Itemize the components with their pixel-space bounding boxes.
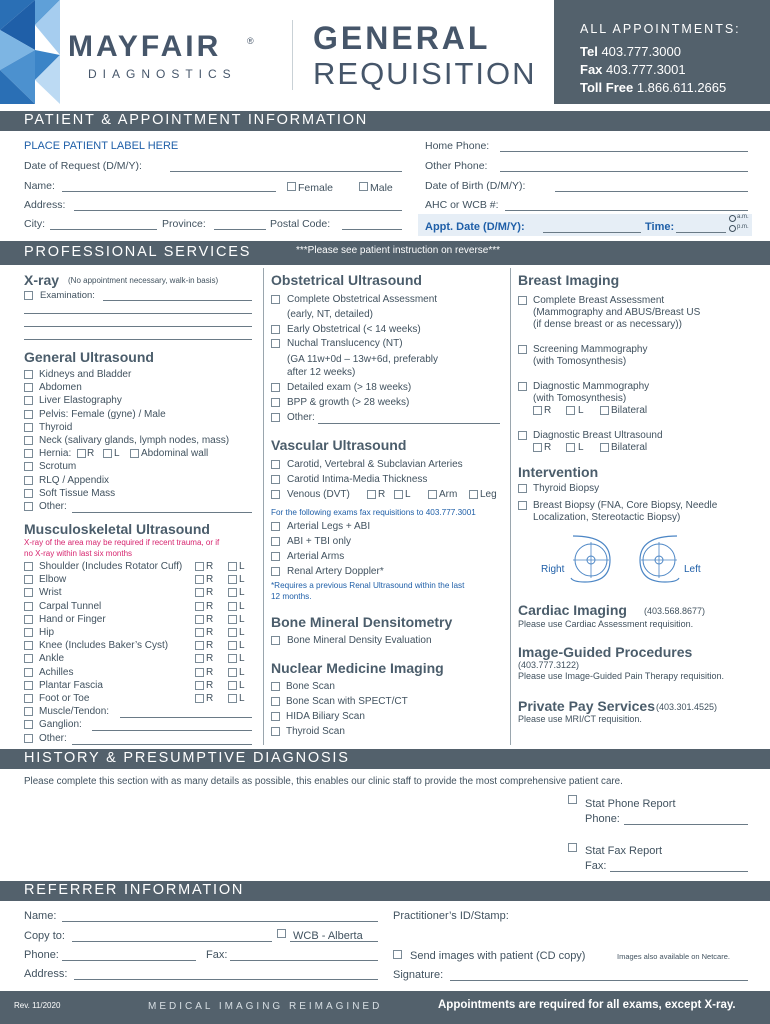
vasc-fax-note: For the following exams fax requisitions to 403.777.3001 <box>271 508 476 517</box>
msk-r-label: R <box>206 613 214 625</box>
footer-tagline: MEDICAL IMAGING REIMAGINED <box>148 1001 383 1012</box>
other-phone-field[interactable] <box>500 171 748 172</box>
obs-item: (early, NT, detailed) <box>287 309 373 320</box>
igp-title: Image-Guided Procedures <box>518 644 693 660</box>
vasc-arm-checkbox[interactable] <box>428 490 437 499</box>
msk-checkbox[interactable] <box>24 615 33 624</box>
private-phone: (403.301.4525) <box>656 702 718 712</box>
pm-label: p.m. <box>737 224 749 230</box>
vasc-leg-label: Leg <box>480 489 497 500</box>
gus-checkbox[interactable] <box>24 449 33 458</box>
msk-checkbox[interactable] <box>24 562 33 571</box>
ref-fax-label: Fax: <box>206 949 228 961</box>
vasc2-checkbox[interactable] <box>271 522 280 531</box>
ref-fax-field[interactable] <box>230 960 378 961</box>
female-checkbox[interactable] <box>287 182 296 191</box>
breast-biopsy-checkbox[interactable] <box>518 501 527 510</box>
breast-checkbox[interactable] <box>518 431 527 440</box>
ref-phone-field[interactable] <box>62 960 196 961</box>
gus-checkbox[interactable] <box>24 436 33 445</box>
obs-item: Other: <box>287 412 315 423</box>
brand-sub: DIAGNOSTICS <box>88 67 237 81</box>
vasc-item: Carotid, Vertebral & Subclavian Arteries <box>287 459 463 470</box>
vasc-checkbox[interactable] <box>271 490 280 499</box>
gus-item: Abdomen <box>39 382 82 394</box>
tollfree-label: Toll Free <box>580 80 634 95</box>
left-label: Left <box>684 564 701 575</box>
vasc2-item: Arterial Legs + ABI <box>287 521 371 532</box>
msk-l-checkbox[interactable] <box>228 668 237 677</box>
nuc-item: HIDA Biliary Scan <box>286 711 365 722</box>
obs-checkbox[interactable] <box>271 339 280 348</box>
female-label: Female <box>298 182 334 194</box>
breast-r-checkbox[interactable] <box>533 406 542 415</box>
ref-address-field[interactable] <box>74 979 378 980</box>
ref-name-label: Name: <box>24 910 57 922</box>
send-images-checkbox[interactable] <box>393 950 402 959</box>
history-band: HISTORY & PRESUMPTIVE DIAGNOSIS <box>0 749 770 769</box>
time-field[interactable] <box>676 232 726 233</box>
footer-note: Appointments are required for all exams, except X-ray. <box>438 999 736 1011</box>
dob-field[interactable] <box>555 191 748 192</box>
nuc-checkbox[interactable] <box>271 712 280 721</box>
vasc-item: Venous (DVT) <box>287 489 350 500</box>
gus-checkbox[interactable] <box>24 396 33 405</box>
signature-label: Signature: <box>393 969 444 981</box>
msk-l-checkbox[interactable] <box>228 562 237 571</box>
nuc-checkbox[interactable] <box>271 727 280 736</box>
gus-item: RLQ / Appendix <box>39 474 110 486</box>
date-request-label: Date of Request (D/M/Y): <box>24 160 142 172</box>
nuc-item: Bone Scan <box>286 681 335 692</box>
msk-checkbox[interactable] <box>24 654 33 663</box>
breast-r-label: R <box>544 442 552 453</box>
tel-number: 403.777.3000 <box>601 44 681 59</box>
nuclear-title: Nuclear Medicine Imaging <box>271 660 444 676</box>
date-request-field[interactable] <box>170 171 402 172</box>
stat-fax-checkbox[interactable] <box>568 843 577 852</box>
time-label: Time: <box>645 221 675 233</box>
cardiac-phone: (403.568.8677) <box>644 606 706 616</box>
province-label: Province: <box>162 218 206 230</box>
province-field[interactable] <box>214 229 266 230</box>
practitioner-label: Practitioner’s ID/Stamp: <box>393 910 509 922</box>
gus-checkbox[interactable] <box>24 423 33 432</box>
msk-checkbox[interactable] <box>24 575 33 584</box>
msk-item: Ankle <box>39 653 65 665</box>
breast-biopsy-label: Breast Biopsy (FNA, Core Biopsy, Needle <box>533 500 718 511</box>
dob-label: Date of Birth (D/M/Y): <box>425 180 526 192</box>
msk-checkbox[interactable] <box>24 734 33 743</box>
bmd-item: Bone Mineral Density Evaluation <box>287 635 432 646</box>
xray-exam-label: Examination: <box>40 290 95 301</box>
msk-item: Knee (Includes Baker’s Cyst) <box>39 640 169 652</box>
renal-note-2: 12 months. <box>271 592 312 601</box>
gus-item: Hernia: <box>39 448 72 460</box>
obs-checkbox[interactable] <box>271 398 280 407</box>
breast-item: Complete Breast Assessment <box>533 295 665 306</box>
stat-phone-checkbox[interactable] <box>568 795 577 804</box>
gus-checkbox[interactable] <box>24 462 33 471</box>
private-note: Please use MRI/CT requisition. <box>518 714 642 724</box>
vascular-title: Vascular Ultrasound <box>271 437 407 453</box>
netcare-note: Images also available on Netcare. <box>617 952 730 961</box>
nuc-checkbox[interactable] <box>271 697 280 706</box>
registered-mark: ® <box>247 36 254 46</box>
msk-r-checkbox[interactable] <box>195 615 204 624</box>
breast-r-checkbox[interactable] <box>533 443 542 452</box>
private-title: Private Pay Services <box>518 698 655 714</box>
msk-text-field[interactable] <box>92 730 252 731</box>
hernia-r-checkbox[interactable] <box>77 449 86 458</box>
msk-l-checkbox[interactable] <box>228 615 237 624</box>
fax-label: Fax <box>580 62 603 77</box>
wcb-underline <box>290 941 378 942</box>
msk-checkbox[interactable] <box>24 641 33 650</box>
hernia-l-label: L <box>114 448 120 460</box>
vasc2-checkbox[interactable] <box>271 537 280 546</box>
msk-r-checkbox[interactable] <box>195 588 204 597</box>
xray-line-2[interactable] <box>24 326 252 327</box>
wcb-checkbox[interactable] <box>277 929 286 938</box>
msk-r-label: R <box>206 627 214 638</box>
vasc-leg-checkbox[interactable] <box>469 490 478 499</box>
breast-item: (Mammography and ABUS/Breast US <box>533 307 701 318</box>
breast-item: Diagnostic Mammography <box>533 381 650 392</box>
msk-item: Plantar Fascia <box>39 679 103 691</box>
msk-l-checkbox[interactable] <box>228 654 237 663</box>
gus-item: Liver Elastography <box>39 395 122 407</box>
msk-item: Carpal Tunnel <box>39 600 102 612</box>
vasc-checkbox[interactable] <box>271 460 280 469</box>
obs-item: Detailed exam (> 18 weeks) <box>287 382 412 393</box>
obs-item: Complete Obstetrical Assessment <box>287 294 438 305</box>
vasc-r-checkbox[interactable] <box>367 490 376 499</box>
wcb-label: WCB - Alberta <box>293 930 363 942</box>
msk-l-label: L <box>239 613 245 625</box>
cardiac-note: Please use Cardiac Assessment requisition. <box>518 619 694 629</box>
msk-text-field[interactable] <box>72 744 252 745</box>
msk-r-label: R <box>206 640 214 652</box>
tel-label: Tel <box>580 44 598 59</box>
stat-fax-field[interactable] <box>610 871 748 872</box>
city-field[interactable] <box>50 229 157 230</box>
vasc-arm-label: Arm <box>439 489 458 500</box>
name-field[interactable] <box>62 191 276 192</box>
breast-item: (with Tomosynthesis) <box>533 356 627 367</box>
msk-l-label: L <box>239 666 245 678</box>
vasc-l-label: L <box>405 489 411 500</box>
breast-bilateral-checkbox[interactable] <box>600 443 609 452</box>
ref-copy-label: Copy to: <box>24 930 65 942</box>
msk-l-label: L <box>239 561 245 572</box>
gus-item: Pelvis: Female (gyne) / Male <box>39 408 166 420</box>
tollfree-number: 1.866.611.2665 <box>636 80 727 95</box>
msk-item: Elbow <box>39 574 67 586</box>
appt-date-label: Appt. Date (D/M/Y): <box>425 221 525 233</box>
obs-item: (GA 11w+0d – 13w+6d, preferably <box>287 354 439 365</box>
breast-checkbox[interactable] <box>518 345 527 354</box>
name-label: Name: <box>24 180 55 192</box>
igp-note: Please use Image-Guided Pain Therapy requisition. <box>518 671 724 681</box>
fax-number: 403.777.3001 <box>606 62 686 77</box>
vasc-item: Carotid Intima-Media Thickness <box>287 474 428 485</box>
address-field[interactable] <box>74 210 402 211</box>
msk-l-checkbox[interactable] <box>228 628 237 637</box>
male-checkbox[interactable] <box>359 182 368 191</box>
msk-l-checkbox[interactable] <box>228 602 237 611</box>
obs-checkbox[interactable] <box>271 413 280 422</box>
bmd-checkbox[interactable] <box>271 636 280 645</box>
send-images-label: Send images with patient (CD copy) <box>410 950 586 962</box>
nuc-item: Bone Scan with SPECT/CT <box>286 696 408 707</box>
contact-panel <box>554 0 770 104</box>
gus-checkbox[interactable] <box>24 383 33 392</box>
breast-item: (with Tomosynthesis) <box>533 393 627 404</box>
msk-note-2: no X-ray within last six months <box>24 549 133 558</box>
breast-title: Breast Imaging <box>518 272 620 288</box>
vasc-r-label: R <box>378 489 386 500</box>
msk-r-label: R <box>206 574 214 586</box>
msk-l-label: L <box>239 640 245 652</box>
gus-item: Other: <box>39 501 67 512</box>
vasc2-item: Renal Artery Doppler* <box>287 566 384 577</box>
gus-item: Scrotum <box>39 461 77 473</box>
msk-l-checkbox[interactable] <box>228 588 237 597</box>
gus-checkbox[interactable] <box>24 370 33 379</box>
xray-title: X-ray <box>24 272 60 288</box>
ref-address-label: Address: <box>24 968 68 980</box>
msk-title: Musculoskeletal Ultrasound <box>24 521 210 537</box>
address-label: Address: <box>24 199 66 211</box>
patient-label-note: PLACE PATIENT LABEL HERE <box>24 140 179 152</box>
obs-checkbox[interactable] <box>271 295 280 304</box>
vasc2-item: Arterial Arms <box>287 551 345 562</box>
msk-r-label: R <box>206 561 214 572</box>
msk-r-checkbox[interactable] <box>195 681 204 690</box>
renal-note-1: *Requires a previous Renal Ultrasound within the last <box>271 581 465 590</box>
msk-checkbox[interactable] <box>24 668 33 677</box>
msk-checkbox[interactable] <box>24 588 33 597</box>
brand-name: MAYFAIR <box>68 30 222 63</box>
msk-r-checkbox[interactable] <box>195 654 204 663</box>
vasc-l-checkbox[interactable] <box>394 490 403 499</box>
breast-item: (if dense breast or as necessary)) <box>533 319 682 330</box>
nuc-checkbox[interactable] <box>271 682 280 691</box>
cardiac-title: Cardiac Imaging <box>518 602 627 618</box>
msk-checkbox[interactable] <box>24 681 33 690</box>
msk-l-label: L <box>239 693 245 704</box>
abdominal-wall-checkbox[interactable] <box>130 449 139 458</box>
gus-item: Neck (salivary glands, lymph nodes, mass) <box>39 435 230 446</box>
obs-other-field[interactable] <box>318 423 500 424</box>
appt-heading: ALL APPOINTMENTS: <box>580 22 741 36</box>
stat-phone-field[interactable] <box>624 824 748 825</box>
obs-checkbox[interactable] <box>271 325 280 334</box>
pm-radio[interactable] <box>729 225 736 232</box>
vasc-checkbox[interactable] <box>271 475 280 484</box>
msk-checkbox[interactable] <box>24 602 33 611</box>
hernia-l-checkbox[interactable] <box>103 449 112 458</box>
msk-r-checkbox[interactable] <box>195 602 204 611</box>
msk-r-checkbox[interactable] <box>195 668 204 677</box>
gus-checkbox[interactable] <box>24 410 33 419</box>
msk-r-label: R <box>206 679 214 691</box>
breast-item: Screening Mammography <box>533 344 648 355</box>
logo-triangle-pattern <box>0 0 70 104</box>
msk-item: Other: <box>39 732 67 744</box>
msk-item: Muscle/Tendon: <box>39 706 110 718</box>
appt-date-field[interactable] <box>543 232 641 233</box>
gus-item: Soft Tissue Mass <box>39 487 116 499</box>
obs-item: BPP & growth (> 28 weeks) <box>287 397 410 408</box>
patient-band: PATIENT & APPOINTMENT INFORMATION <box>0 111 770 131</box>
abdominal-wall-label: Abdominal wall <box>141 448 209 460</box>
professional-title: PROFESSIONAL SERVICES <box>24 244 252 260</box>
male-label: Male <box>370 182 393 194</box>
hernia-r-label: R <box>87 448 95 460</box>
signature-field[interactable] <box>450 980 748 981</box>
breast-r-label: R <box>544 405 552 416</box>
breast-l-label: L <box>578 405 584 416</box>
breast-biopsy-label-2: Localization, Stereotactic Biopsy) <box>533 512 681 523</box>
thyroid-biopsy-checkbox[interactable] <box>518 484 527 493</box>
msk-l-label: L <box>239 679 245 691</box>
vasc2-checkbox[interactable] <box>271 552 280 561</box>
obs-checkbox[interactable] <box>271 383 280 392</box>
right-breast-diagram[interactable] <box>565 532 615 584</box>
msk-r-label: R <box>206 600 214 612</box>
msk-checkbox[interactable] <box>24 707 33 716</box>
msk-r-checkbox[interactable] <box>195 628 204 637</box>
msk-r-checkbox[interactable] <box>195 694 204 703</box>
gus-item: Thyroid <box>39 421 73 433</box>
msk-r-checkbox[interactable] <box>195 575 204 584</box>
msk-l-checkbox[interactable] <box>228 641 237 650</box>
breast-checkbox[interactable] <box>518 382 527 391</box>
msk-item: Foot or Toe <box>39 693 90 704</box>
msk-checkbox[interactable] <box>24 720 33 729</box>
msk-item: Hand or Finger <box>39 613 106 625</box>
stat-fax-label: Stat Fax Report <box>585 845 663 857</box>
am-radio[interactable] <box>729 215 736 222</box>
footer-rev: Rev. 11/2020 <box>14 1001 61 1010</box>
breast-item: Diagnostic Breast Ultrasound <box>533 430 663 441</box>
breast-bilateral-label: Bilateral <box>611 405 648 416</box>
breast-l-checkbox[interactable] <box>566 443 575 452</box>
obstetrical-title: Obstetrical Ultrasound <box>271 272 422 288</box>
msk-item: Hip <box>39 627 55 638</box>
msk-text-field[interactable] <box>120 717 252 718</box>
reverse-note: ***Please see patient instruction on reverse*** <box>296 245 501 256</box>
msk-r-checkbox[interactable] <box>195 641 204 650</box>
ahc-field[interactable] <box>505 210 748 211</box>
intervention-title: Intervention <box>518 464 599 480</box>
xray-note: (No appointment necessary, walk-in basis) <box>68 276 219 285</box>
xray-exam-field[interactable] <box>103 300 252 301</box>
xray-line-1[interactable] <box>24 313 252 314</box>
ref-phone-label: Phone: <box>24 949 59 961</box>
msk-item: Achilles <box>39 666 74 678</box>
left-breast-diagram[interactable] <box>635 532 685 584</box>
msk-r-checkbox[interactable] <box>195 562 204 571</box>
nuc-item: Thyroid Scan <box>286 726 345 737</box>
msk-note-1: X-ray of the area may be required if recent trauma, or if <box>24 538 220 547</box>
msk-r-label: R <box>206 666 214 678</box>
referrer-band: REFERRER INFORMATION <box>0 881 770 901</box>
ref-name-field[interactable] <box>62 921 378 922</box>
obs-item: after 12 weeks) <box>287 367 356 378</box>
msk-item: Shoulder (Includes Rotator Cuff) <box>39 561 183 572</box>
msk-l-checkbox[interactable] <box>228 694 237 703</box>
msk-l-label: L <box>239 627 245 638</box>
igp-phone: (403.777.3122) <box>518 660 580 670</box>
ref-copy-field[interactable] <box>72 941 272 942</box>
title-general: GENERAL <box>313 20 491 56</box>
gus-checkbox[interactable] <box>24 502 33 511</box>
msk-l-label: L <box>239 653 245 665</box>
msk-r-label: R <box>206 693 214 704</box>
postal-label: Postal Code: <box>270 218 331 230</box>
msk-l-label: L <box>239 587 245 599</box>
msk-l-checkbox[interactable] <box>228 575 237 584</box>
gus-checkbox[interactable] <box>24 476 33 485</box>
history-note: Please complete this section with as many details as possible, this enables our clinic staff to provide the most comprehensive patient care. <box>24 776 623 787</box>
msk-item: Ganglion: <box>39 719 82 731</box>
gus-checkbox[interactable] <box>24 489 33 498</box>
gus-other-field[interactable] <box>72 512 252 513</box>
msk-checkbox[interactable] <box>24 694 33 703</box>
msk-l-checkbox[interactable] <box>228 681 237 690</box>
msk-l-label: L <box>239 574 245 586</box>
bmd-title: Bone Mineral Densitometry <box>271 614 453 630</box>
obs-item: Nuchal Translucency (NT) <box>287 338 403 349</box>
stat-phone-field-label: Phone: <box>585 813 620 825</box>
other-phone-label: Other Phone: <box>425 160 488 172</box>
thyroid-biopsy-label: Thyroid Biopsy <box>533 483 600 494</box>
breast-checkbox[interactable] <box>518 296 527 305</box>
postal-field[interactable] <box>342 229 402 230</box>
city-label: City: <box>24 218 45 230</box>
general-us-title: General Ultrasound <box>24 349 154 365</box>
gus-item: Kidneys and Bladder <box>39 369 132 380</box>
home-phone-field[interactable] <box>500 151 748 152</box>
home-phone-label: Home Phone: <box>425 140 490 152</box>
vasc2-checkbox[interactable] <box>271 567 280 576</box>
breast-l-checkbox[interactable] <box>566 406 575 415</box>
title-requisition: REQUISITION <box>313 56 537 91</box>
right-label: Right <box>541 564 565 575</box>
vasc2-item: ABI + TBI only <box>287 536 352 547</box>
msk-l-label: L <box>239 600 245 612</box>
stat-fax-field-label: Fax: <box>585 860 607 872</box>
msk-checkbox[interactable] <box>24 628 33 637</box>
breast-l-label: L <box>578 442 584 453</box>
obs-item: Early Obstetrical (< 14 weeks) <box>287 324 421 335</box>
msk-r-label: R <box>206 587 214 599</box>
ahc-label: AHC or WCB #: <box>425 199 499 211</box>
msk-r-label: R <box>206 653 214 665</box>
msk-item: Wrist <box>39 587 62 599</box>
breast-bilateral-checkbox[interactable] <box>600 406 609 415</box>
xray-exam-checkbox[interactable] <box>24 291 33 300</box>
breast-bilateral-label: Bilateral <box>611 442 648 453</box>
stat-phone-label: Stat Phone Report <box>585 798 676 810</box>
xray-line-3[interactable] <box>24 339 252 340</box>
am-label: a.m. <box>737 214 749 220</box>
